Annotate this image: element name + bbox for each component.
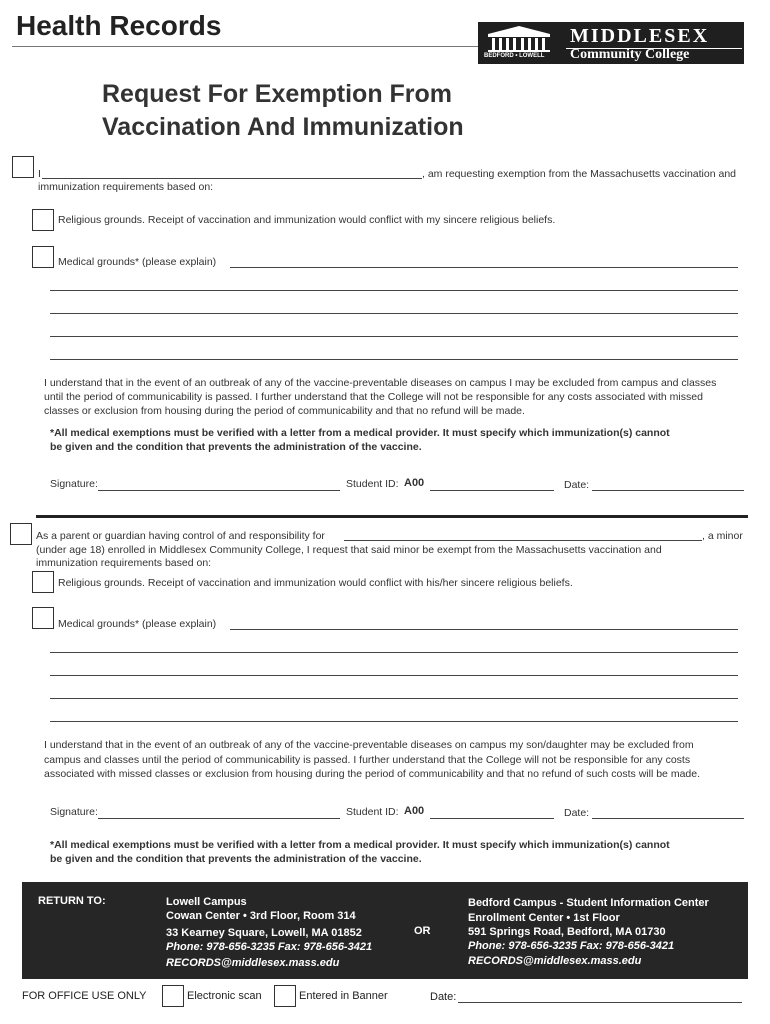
parent-medical-checkbox[interactable] [32,607,54,629]
lowell-campus-phone: Phone: 978-656-3235 Fax: 978-656-3421 [166,941,373,953]
form-title-line2: Vaccination And Immunization [102,113,464,141]
electronic-scan-checkbox[interactable] [162,985,184,1007]
parent-medical-note-1: *All medical exemptions must be verified with a letter from a medical provider. It must specify which immunization(s) cannot [50,839,670,851]
lowell-campus-email[interactable]: RECORDS@middlesex.mass.edu [166,957,340,969]
parent-medical-explain-line-3[interactable] [50,675,738,676]
parent-medical-explain-line-1[interactable] [230,629,738,630]
bedford-campus-phone: Phone: 978-656-3235 Fax: 978-656-3421 [468,940,675,952]
student-medical-note-1: *All medical exemptions must be verified with a letter from a medical provider. It must specify which immunization(s) cannot [50,427,670,439]
office-date-field[interactable] [458,1002,742,1003]
bedford-campus-email[interactable]: RECORDS@middlesex.mass.edu [468,955,642,967]
student-signature-field[interactable] [98,490,340,491]
return-to-label: RETURN TO: [38,895,106,907]
entered-banner-label: Entered in Banner [299,990,388,1002]
lowell-campus-line1: Cowan Center • 3rd Floor, Room 314 [166,910,356,922]
student-name-field[interactable] [42,178,422,179]
parent-religious-checkbox[interactable] [32,571,54,593]
logo-subname: Community College [570,47,690,62]
logo-campuses: BEDFORD • LOWELL [484,53,545,59]
form-title-line1: Request For Exemption From [102,80,453,108]
minor-name-field[interactable] [344,540,702,541]
parent-intro-2: (under age 18) enrolled in Middlesex Community College, I request that said minor be exempt from the Massachusetts vaccination and [36,544,662,556]
logo-name: MIDDLESEX [570,25,710,47]
student-understand-2: until the period of communicability is passed. I further understand that the College will not be responsible for any costs associated with missed [44,391,703,403]
header-rule [12,46,482,47]
lowell-campus-name: Lowell Campus [166,896,247,908]
student-medical-note-2: be given and the condition that prevents the administration of the vaccine. [50,441,422,453]
parent-student-id-prefix: A00 [404,805,425,817]
student-religious-checkbox[interactable] [32,209,54,231]
entered-banner-checkbox[interactable] [274,985,296,1007]
bedford-campus-line2: 591 Springs Road, Bedford, MA 01730 [468,926,666,938]
office-date-label: Date: [430,991,457,1003]
parent-signature-field[interactable] [98,818,340,819]
parent-student-id-label: Student ID: [346,806,399,818]
parent-intro-1: As a parent or guardian having control of and responsibility for [36,530,325,542]
student-medical-explain-line-4[interactable] [50,336,738,337]
parent-medical-label: Medical grounds* (please explain) [58,618,217,630]
student-understand-1: I understand that in the event of an outbreak of any of the vaccine-preventable diseases on campus I may be excluded from campus and classes [44,377,717,389]
parent-understand-3: associated with missed classes or exclusion from housing during the period of communicability and that no refund of such costs will be made. [44,768,700,780]
section-separator [36,515,748,518]
parent-date-field[interactable] [592,818,744,819]
student-intro-text: , am requesting exemption from the Massachusetts vaccination and [422,168,736,180]
student-section-checkbox[interactable] [12,156,34,178]
student-id-prefix: A00 [404,477,425,489]
parent-intro-3: immunization requirements based on: [36,557,212,569]
office-use-label: FOR OFFICE USE ONLY [22,990,147,1002]
student-medical-explain-line-2[interactable] [50,290,738,291]
student-date-label: Date: [564,479,590,491]
parent-signature-label: Signature: [50,806,98,818]
student-id-label: Student ID: [346,478,399,490]
parent-medical-explain-line-5[interactable] [50,721,738,722]
parent-understand-1: I understand that in the event of an outbreak of any of the vaccine-preventable diseases on campus my son/daughter may be excluded from [44,739,694,751]
parent-religious-label: Religious grounds. Receipt of vaccination and immunization would conflict with his/her sincere religious beliefs. [58,577,573,589]
student-medical-explain-line-3[interactable] [50,313,738,314]
lowell-campus-line2: 33 Kearney Square, Lowell, MA 01852 [166,927,362,939]
parent-medical-explain-line-4[interactable] [50,698,738,699]
student-signature-label: Signature: [50,478,98,490]
student-intro-line2: immunization requirements based on: [38,181,214,193]
student-medical-checkbox[interactable] [32,246,54,268]
parent-intro-1-end: , a minor [702,530,743,542]
student-medical-label: Medical grounds* (please explain) [58,256,217,268]
parent-understand-2: campus and classes until the period of communicability is passed. I further understand that the College will not be responsible for any costs [44,754,691,766]
page-header-title: Health Records [16,10,222,41]
student-date-field[interactable] [592,490,744,491]
college-logo [478,22,744,64]
return-to-box [22,882,748,979]
student-religious-label: Religious grounds. Receipt of vaccination and immunization would conflict with my sincere religious beliefs. [58,214,556,226]
bedford-campus-name: Bedford Campus - Student Information Center [468,897,709,909]
parent-section-checkbox[interactable] [10,523,32,545]
student-intro-i: I [38,168,41,180]
student-medical-explain-line-5[interactable] [50,359,738,360]
or-separator: OR [414,925,431,937]
parent-student-id-field[interactable] [430,818,554,819]
parent-medical-explain-line-2[interactable] [50,652,738,653]
student-medical-explain-line-1[interactable] [230,267,738,268]
electronic-scan-label: Electronic scan [187,990,262,1002]
student-understand-3: classes or exclusion from housing during the period of communicability and that no refund will be made. [44,405,525,417]
parent-medical-note-2: be given and the condition that prevents the administration of the vaccine. [50,853,422,865]
student-id-field[interactable] [430,490,554,491]
form-title [102,78,464,144]
bedford-campus-line1: Enrollment Center • 1st Floor [468,912,620,924]
parent-date-label: Date: [564,807,590,819]
